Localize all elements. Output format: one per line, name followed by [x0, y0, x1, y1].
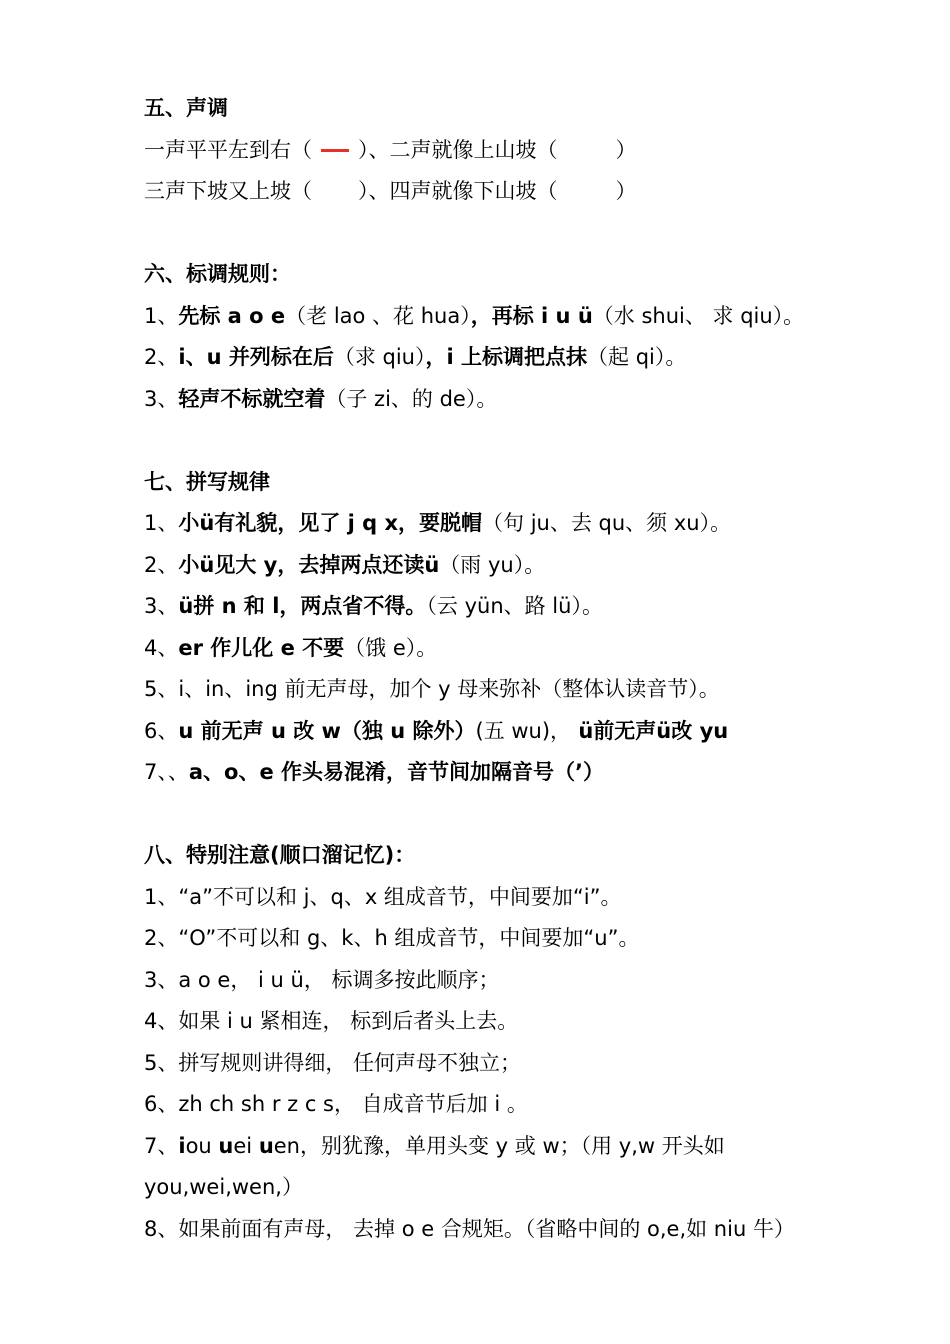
spelling-rule-6: 6、u 前无声 u 改 w（独 u 除外）(五 wu)， ü前无声ü改 yu [144, 718, 729, 743]
note-8: 8、如果前面有声母， 去掉 o e 合规矩。（省略中间的 o,e,如 niu 牛） [144, 1216, 795, 1241]
tone-1-answer-blank [312, 130, 358, 172]
tone-line-2: 三声下坡又上坡（ ）、四声就像下山坡（ ） [144, 179, 637, 203]
note-2: 2、“O”不可以和 g、k、h 组成音节，中间要加“u”。 [144, 926, 640, 950]
spelling-rule-7: 7、、a、o、e 作头易混淆，音节间加隔音号（’） [144, 760, 605, 784]
section-6-title: 六、标调规则： [144, 262, 291, 286]
note-7: 7、iou uei uen，别犹豫，单用头变 y 或 w；（用 y,w 开头如 [144, 1133, 725, 1158]
document-page [144, 88, 834, 1250]
tone-rule-3: 3、轻声不标就空着（子 zi、的 de）。 [144, 386, 498, 411]
note-4: 4、如果 i u 紧相连， 标到后者头上去。 [144, 1009, 519, 1033]
note-6: 6、zh ch sh r z c s， 自成音节后加 i 。 [144, 1092, 528, 1116]
spacer [144, 420, 834, 462]
note-5: 5、拼写规则讲得细， 任何声母不独立； [144, 1050, 522, 1075]
spelling-rule-3: 3、ü拼 n 和 l，两点省不得。（云 yün、路 lü）。 [144, 594, 603, 618]
section-7-title: 七、拼写规律 [144, 469, 270, 494]
spelling-rule-5: 5、i、in、ing 前无声母，加个 y 母来弥补（整体认读音节）。 [144, 677, 720, 701]
spelling-rule-2: 2、小ü见大 y，去掉两点还读ü（雨 yu）。 [144, 552, 546, 577]
tone-line-1: 一声平平左到右（ ）、二声就像上山坡（ ） [144, 130, 834, 172]
section-5-title: 五、声调 [144, 96, 228, 120]
section-8-title: 八、特别注意(顺口溜记忆)： [144, 843, 416, 867]
note-3: 3、a o e， i u ü， 标调多按此顺序； [144, 967, 500, 992]
tone-rule-2: 2、i、u 并列标在后（求 qiu），i 上标调把点抹（起 qi）。 [144, 345, 687, 369]
tone-1-red-mark [321, 149, 349, 152]
spacer [144, 794, 834, 836]
spelling-rule-1: 1、小ü有礼貌，见了 j q x，要脱帽（句 ju、去 qu、须 xu）。 [144, 511, 732, 535]
tone-rule-1: 1、先标 a o e（老 lao 、花 hua），再标 i u ü（水 shui、 求 qiu）。 [144, 303, 805, 328]
note-1: 1、“a”不可以和 j、q、x 组成音节，中间要加“i”。 [144, 884, 622, 909]
note-7-continued: you,wei,wen,） [144, 1175, 303, 1199]
spelling-rule-4: 4、er 作儿化 e 不要（饿 e）。 [144, 635, 438, 660]
spacer [144, 213, 834, 255]
